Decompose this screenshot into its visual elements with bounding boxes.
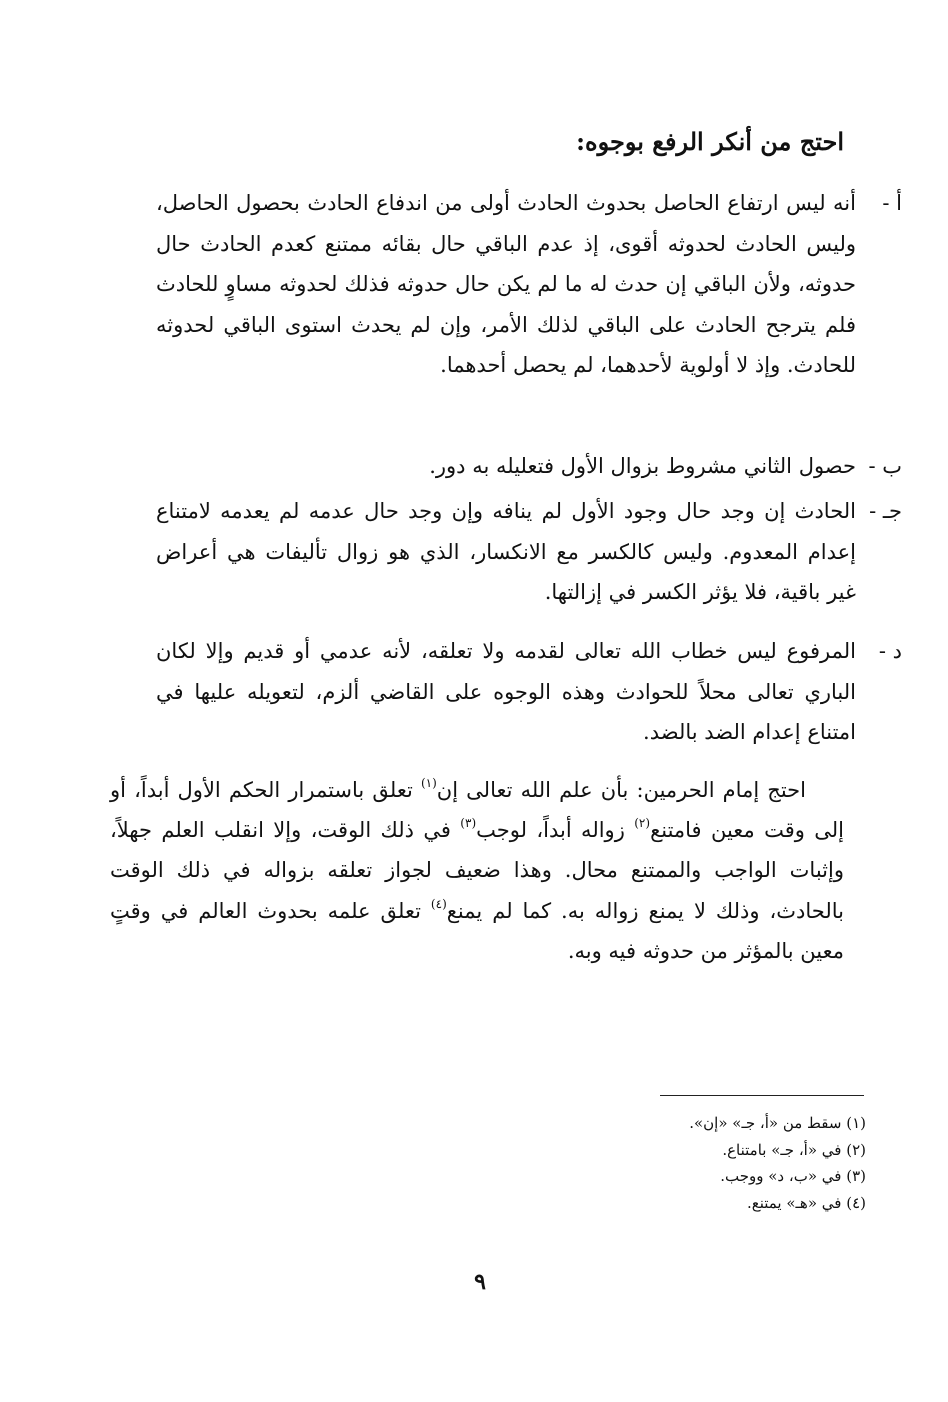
footnote-divider (660, 1095, 864, 1096)
footnote-2: (٢) في «أ، جـ» بامتناع. (722, 1140, 866, 1159)
footnotes-list (366, 1110, 866, 1216)
footnote-ref-3[interactable]: (٣) (460, 816, 477, 831)
imam-haramayn-paragraph (110, 770, 844, 971)
argument-item-d (156, 631, 902, 753)
item-text: الحادث إن وجد حال وجود الأول لم ينافه وإن وجد حال عدمه لم يعدمه لامتناع إعدام المعدوم. وليس كالكسر مع الانكسار، الذي هو زوال تأليفات هي أعراض غير باقية، فلا يؤثر الكسر في إزالتها. (156, 499, 856, 604)
footnote-ref-4[interactable]: (٤) (430, 896, 447, 911)
section-heading: احتج من أنكر الرفع بوجوه: (576, 127, 844, 156)
item-text: المرفوع ليس خطاب الله تعالى لقدمه ولا تعلقه، لأنه عدمي أو قديم وإلا لكان الباري تعالى محلاً للحوادث وهذه الوجوه على القاضي ألزم، لتعويله عليها في امتناع إعدام الضد بالضد. (156, 639, 856, 744)
item-letter: أ - (882, 191, 902, 215)
footnote-4: (٤) في «هـ» يمتنع. (746, 1193, 866, 1212)
page-number: ٩ (474, 1269, 486, 1295)
item-letter: د - (878, 639, 902, 663)
argument-item-a (156, 183, 902, 386)
paragraph-text: زواله أبداً، لوجب (476, 818, 635, 843)
paragraph-text: احتج إمام الحرمين: بأن علم الله تعالى إن (436, 778, 806, 802)
argument-item-c (156, 491, 902, 613)
paragraph-text: تعلق علمه بحدوث العالم في وقتٍ معين بالمؤثر من حدوثه فيه وبه. (110, 898, 844, 963)
footnote-3: (٣) في «ب، د» ووجب. (720, 1167, 866, 1185)
argument-item-b (156, 446, 902, 487)
paragraph-text: تعلق باستمرار الحكم الأول أبداً، أو إلى وقت معين فامتنع (110, 778, 844, 843)
footnote-ref-2[interactable]: (٢) (634, 816, 651, 831)
footnote-ref-1[interactable]: (١) (420, 776, 437, 790)
item-letter: ب - (868, 454, 902, 478)
item-text: أنه ليس ارتفاع الحاصل بحدوث الحادث أولى من اندفاع الحادث بحصول الحاصل، وليس الحادث لحدوثه أقوى، إذ عدم الباقي حال بقائه ممتنع كعدم الحادث حال حدوثه، ولأن الباقي إن حدث له ما لم يكن حال حدوثه فذلك لحدوثه مساوٍ للحادث فلم يترجح الحادث على الباقي لذلك الأمر، وإن لم يحدث استوى الباقي لحدوثه للحادث. وإذ لا أولوية لأحدهما، لم يحصل أحدهما. (156, 191, 856, 377)
item-letter: جـ - (869, 499, 902, 523)
item-text: حصول الثاني مشروط بزوال الأول فتعليله به دور. (429, 454, 856, 478)
footnote-1: (١) سقط من «أ، جـ» «إن». (689, 1114, 866, 1132)
paragraph-text: في ذلك الوقت، وإلا انقلب العلم جهلاً، وإثبات الواجب والممتنع محال. وهذا ضعيف لجواز تعلقه بزواله في ذلك الوقت بالحادث، وذلك لا يمنع زواله به. كما لم يمنع (110, 818, 844, 923)
